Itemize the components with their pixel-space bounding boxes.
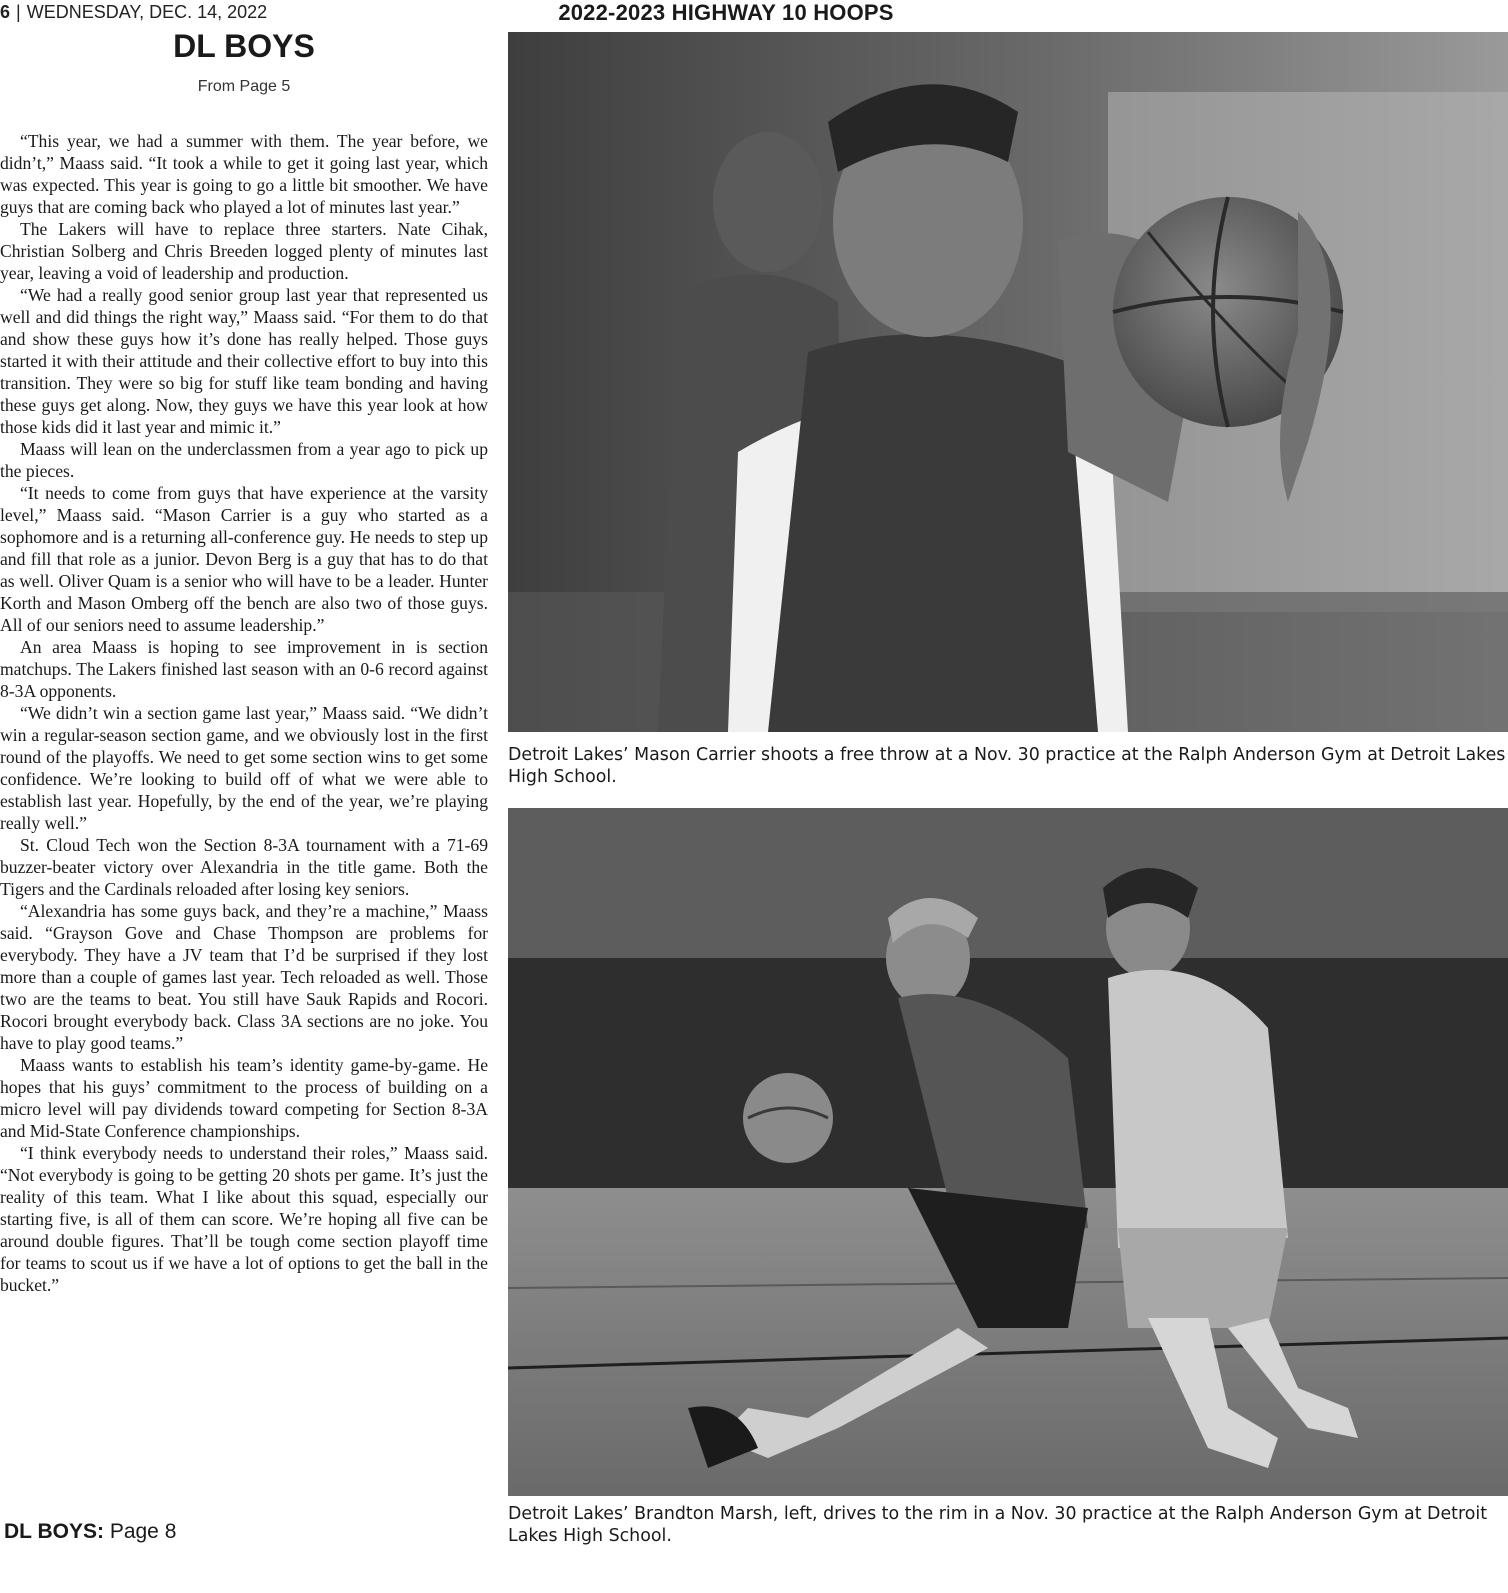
photo-drive-to-rim (508, 808, 1508, 1496)
section-header: 2022-2023 HIGHWAY 10 HOOPS (558, 0, 894, 25)
article-paragraph: “We had a really good senior group last year that represented us well and did things the right way,” Maass said. “For them to do that and show these guys how it’s done has really helped. Those guys started it with their attitude and their collective effort to buy into this transition. They were so big for stuff like team bonding and having these guys get along. Now, they guys we have this year look at how those kids did it last year and mimic it.” (0, 285, 488, 437)
folio-separator: | (16, 2, 21, 22)
issue-date: WEDNESDAY, DEC. 14, 2022 (26, 2, 268, 22)
photo-free-throw (508, 32, 1508, 732)
article-paragraph: “Alexandria has some guys back, and they’re a machine,” Maass said. “Grayson Gove and Chase Thompson are problems for everybody. They have a JV team that I’d be surprised if they lost more than a couple of games last year. Tech reloaded as well. Those two are the teams to beat. You still have Sauk Rapids and Rocori. Rocori brought everybody back. Class 3A sections are no joke. You have to play good teams.” (0, 901, 488, 1053)
article-paragraph: “We didn’t win a section game last year,” Maass said. “We didn’t win a regular-season section game, and we obviously lost in the first round of the playoffs. We need to get some section wins to get some confidence. We’re looking to build off of what we were able to establish last year. Hopefully, by the end of the year, we’re playing really well.” (0, 703, 488, 833)
jump-to-line (4, 1520, 176, 1544)
photo-caption: Detroit Lakes’ Brandton Marsh, left, drives to the rim in a Nov. 30 practice at the Ralph Anderson Gym at Detroit Lakes High School. (508, 1504, 1488, 1546)
jump-from-line: From Page 5 (197, 78, 291, 95)
article-paragraph: “It needs to come from guys that have experience at the varsity level,” Maass said. “Mason Carrier is a guy who started as a sophomore and is a returning all-conference guy. He needs to step up and fill that role as a junior. Devon Berg is a guy that has to do that as well. Oliver Quam is a senior who will have to be a leader. Hunter Korth and Mason Omberg off the bench are also two of those guys. All of our seniors need to assume leadership.” (0, 483, 488, 635)
jump-to-label: DL BOYS: (4, 1520, 104, 1543)
photo-free-throw-image (508, 32, 1508, 732)
article-paragraph: An area Maass is hoping to see improvement in is section matchups. The Lakers finished last season with an 0-6 record against 8-3A opponents. (0, 637, 488, 701)
article-paragraph: St. Cloud Tech won the Section 8-3A tournament with a 71-69 buzzer-beater victory over Alexandria in the title game. Both the Tigers and the Cardinals reloaded after losing key seniors. (0, 835, 488, 899)
photo-caption: Detroit Lakes’ Mason Carrier shoots a free throw at a Nov. 30 practice at the Ralph Anderson Gym at Detroit Lakes High School. (508, 745, 1506, 787)
article-paragraph: “This year, we had a summer with them. The year before, we didn’t,” Maass said. “It took a while to get it going last year, which was expected. This year is going to go a little bit smoother. We have guys that are coming back who played a lot of minutes last year.” (0, 131, 488, 217)
page-folio (0, 2, 267, 28)
article-headline: DL BOYS (173, 28, 315, 64)
photo-drive-to-rim-image (508, 808, 1508, 1496)
article-paragraph: The Lakers will have to replace three starters. Nate Cihak, Christian Solberg and Chris Breeden logged plenty of minutes last year, leaving a void of leadership and production. (0, 219, 488, 283)
article-paragraph: “I think everybody needs to understand their roles,” Maass said. “Not everybody is going to be getting 20 shots per game. It’s just the reality of this team. What I like about this squad, especially our starting five, is all of them can score. We’re hoping all five can be around double figures. That’ll be tough come section playoff time for teams to scout us if we have a lot of options to get the ball in the bucket.” (0, 1143, 488, 1295)
jump-to-page: Page 8 (109, 1520, 177, 1543)
article-paragraph: Maass wants to establish his team’s identity game-by-game. He hopes that his guys’ commitment to the process of building on a micro level will pay dividends toward competing for Section 8-3A and Mid-State Conference championships. (0, 1055, 488, 1141)
article-body (0, 130, 488, 1296)
article-paragraph: Maass will lean on the underclassmen from a year ago to pick up the pieces. (0, 439, 488, 481)
page-number: 6 (0, 2, 11, 22)
